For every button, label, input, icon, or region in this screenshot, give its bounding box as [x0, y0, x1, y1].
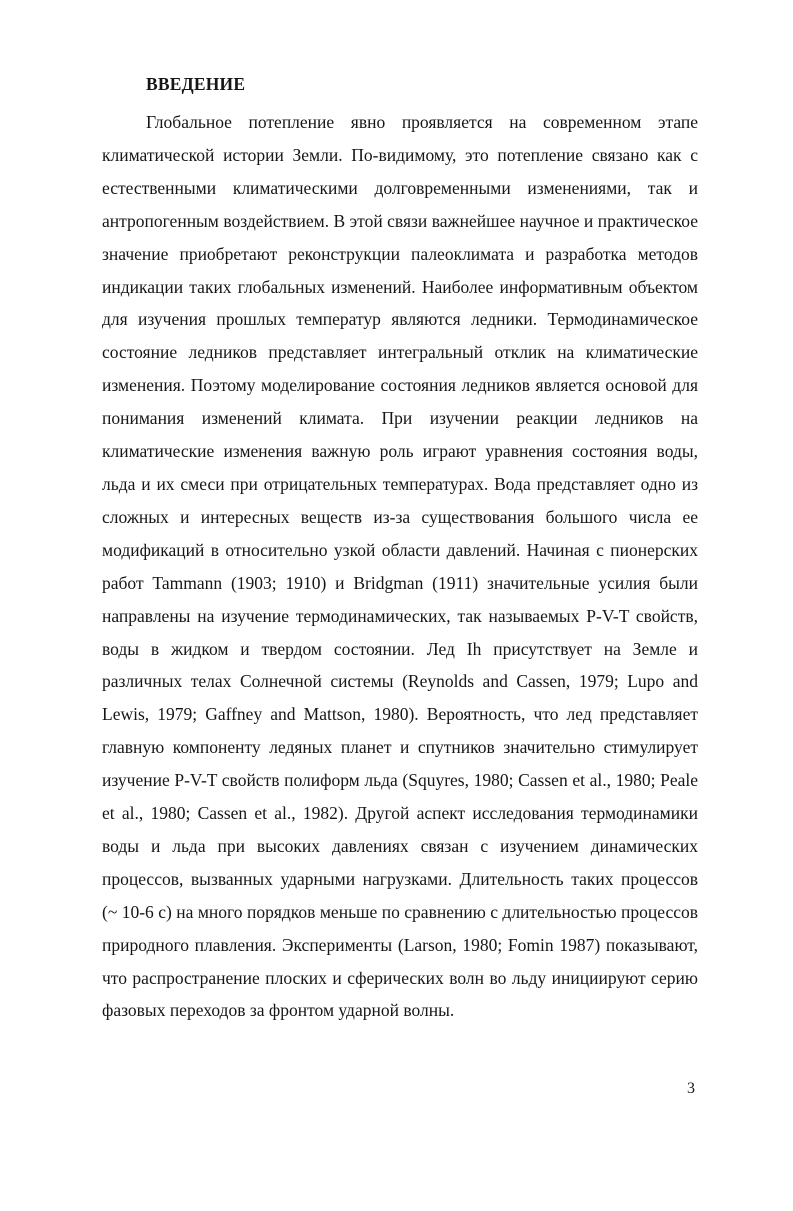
- section-heading: ВВЕДЕНИЕ: [146, 74, 246, 94]
- body-paragraph: Глобальное потепление явно проявляется на современном этапе климатической истории Земли. По-видимому, это потепление связано как с естественными климатическими долговременными изменениями, так и антропогенным воздействием. В этой связи важнейшее научное и практическое значение приобретают реконструкции палеоклимата и разработка методов индикации таких глобальных изменений. Наиболее информативным объектом для изучения прошлых температур являются ледники. Термодинамическое состояние ледников представляет интегральный отклик на климатические изменения. Поэтому моделирование состояния ледников является основой для понимания изменений климата. При изучении реакции ледников на климатические изменения важную роль играют уравнения состояния воды, льда и их смеси при отрицательных температурах. Вода представляет одно из сложных и интересных веществ из-за существования большого числа ее модификаций в относительно узкой области давлений. Начиная с пионерских работ Tammann (1903; 1910) и Bridgman (1911) значительные усилия были направлены на изучение термодинамических, так называемых P-V-T свойств, воды в жидком и твердом состоянии. Лед Ih присутствует на Земле и различных телах Солнечной системы (Reynolds and Cassen, 1979; Lupo and Lewis, 1979; Gaffney and Mattson, 1980). Вероятность, что лед представляет главную компоненту ледяных планет и спутников значительно стимулирует изучение P-V-T свойств полиформ льда (Squyres, 1980; Cassen et al., 1980; Peale et al., 1980; Cassen et al., 1982). Другой аспект исследования термодинамики воды и льда при высоких давлениях связан с изучением динамических процессов, вызванных ударными нагрузками. Длительность таких процессов (~ 10-6 с) на много порядков меньше по сравнению с длительностью процессов природного плавления. Эксперименты (Larson, 1980; Fomin 1987) показывают, что распространение плоских и сферических волн во льду инициируют серию фазовых переходов за фронтом ударной волны.: [102, 112, 698, 1021]
- page-number: 3: [687, 1080, 695, 1097]
